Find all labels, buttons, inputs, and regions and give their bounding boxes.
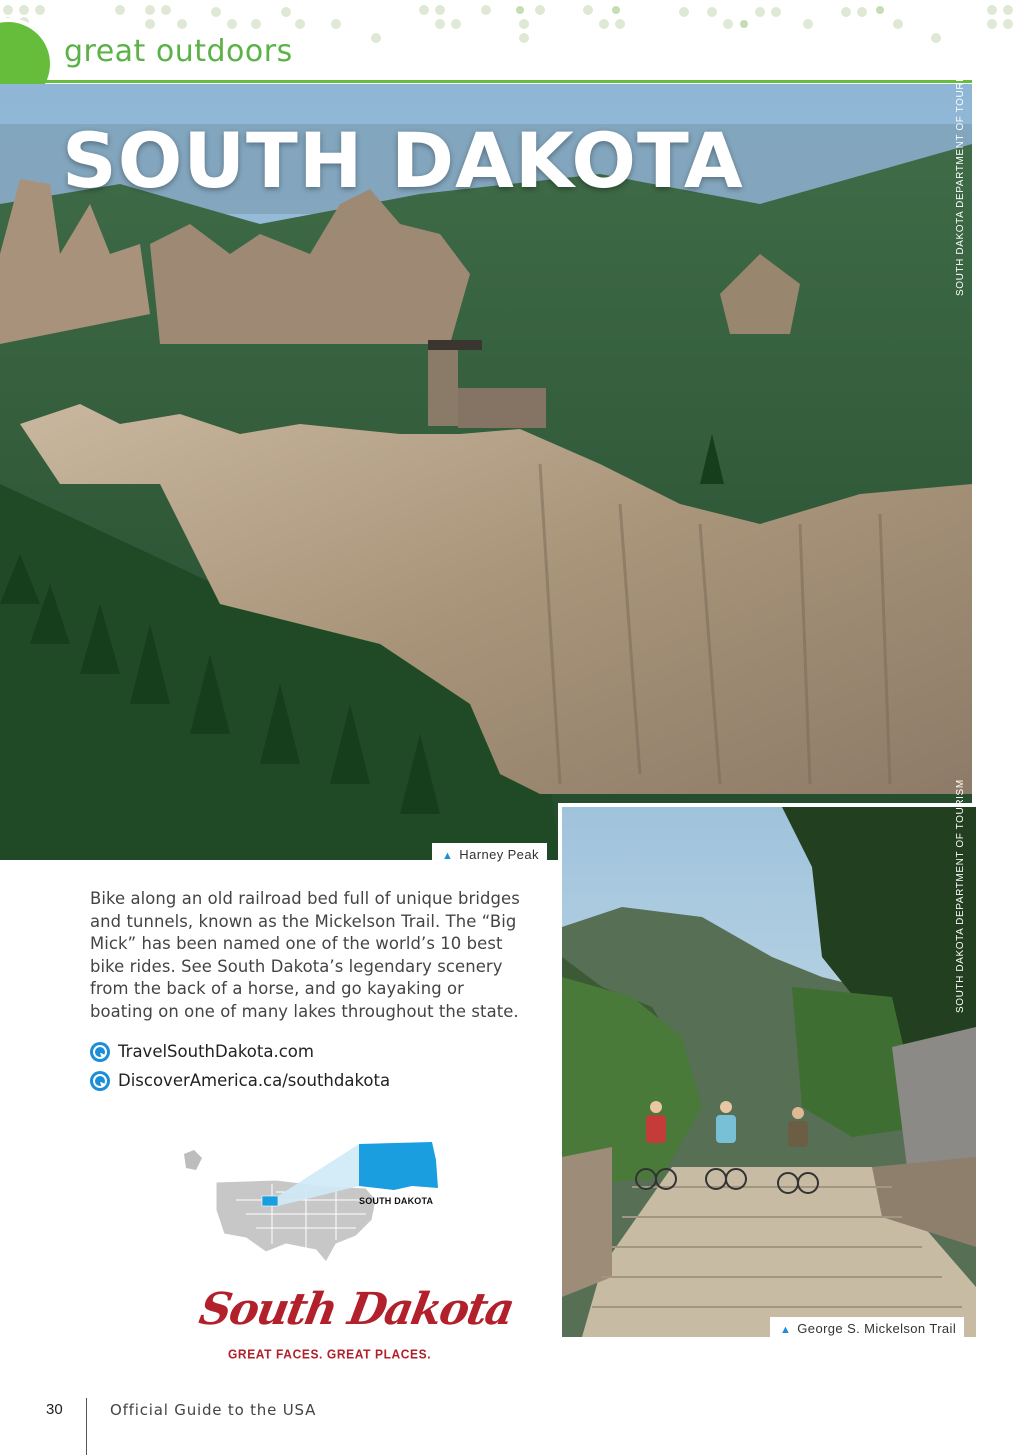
map-label: SOUTH DAKOTA xyxy=(359,1196,434,1206)
photo-credit-2: SOUTH DAKOTA DEPARTMENT OF TOURISM xyxy=(955,779,966,1013)
photo-credit: SOUTH DAKOTA DEPARTMENT OF TOURISM xyxy=(955,62,966,296)
page-number: 30 xyxy=(46,1401,63,1418)
link-text[interactable]: DiscoverAmerica.ca/southdakota xyxy=(118,1071,391,1090)
logo-tagline: GREAT FACES. GREAT PLACES. xyxy=(228,1346,432,1362)
footer-divider xyxy=(86,1398,87,1455)
triangle-up-icon: ▲ xyxy=(780,1324,792,1336)
south-dakota-logo: South Dakota xyxy=(195,1284,517,1335)
triangle-up-icon: ▲ xyxy=(442,850,454,862)
publication-title: Official Guide to the USA xyxy=(110,1401,317,1419)
caption-text: Harney Peak xyxy=(459,847,539,862)
body-paragraph: Bike along an old railroad bed full of unique bridges and tunnels, known as the Mickelson Trail. The “Big Mick” has been named one of the world’s 10 best bike rides. See South Dakota’s legendary scenery from the back of a horse, and go kayaking or boating on one of many lakes throughout the state. xyxy=(90,889,520,1021)
section-divider xyxy=(0,80,972,83)
link-discover-america[interactable] xyxy=(90,1066,390,1095)
globe-icon xyxy=(90,1071,110,1091)
page-title: SOUTH DAKOTA xyxy=(62,116,744,205)
caption-text: George S. Mickelson Trail xyxy=(797,1321,957,1336)
link-travel-south-dakota[interactable] xyxy=(90,1037,390,1066)
mickelson-trail-photo xyxy=(558,803,976,1337)
section-title: great outdoors xyxy=(64,34,293,69)
link-text[interactable]: TravelSouthDakota.com xyxy=(118,1042,314,1061)
photo-caption xyxy=(432,843,547,866)
web-links xyxy=(90,1037,390,1095)
photo-caption-2 xyxy=(770,1317,964,1340)
globe-icon xyxy=(90,1042,110,1062)
